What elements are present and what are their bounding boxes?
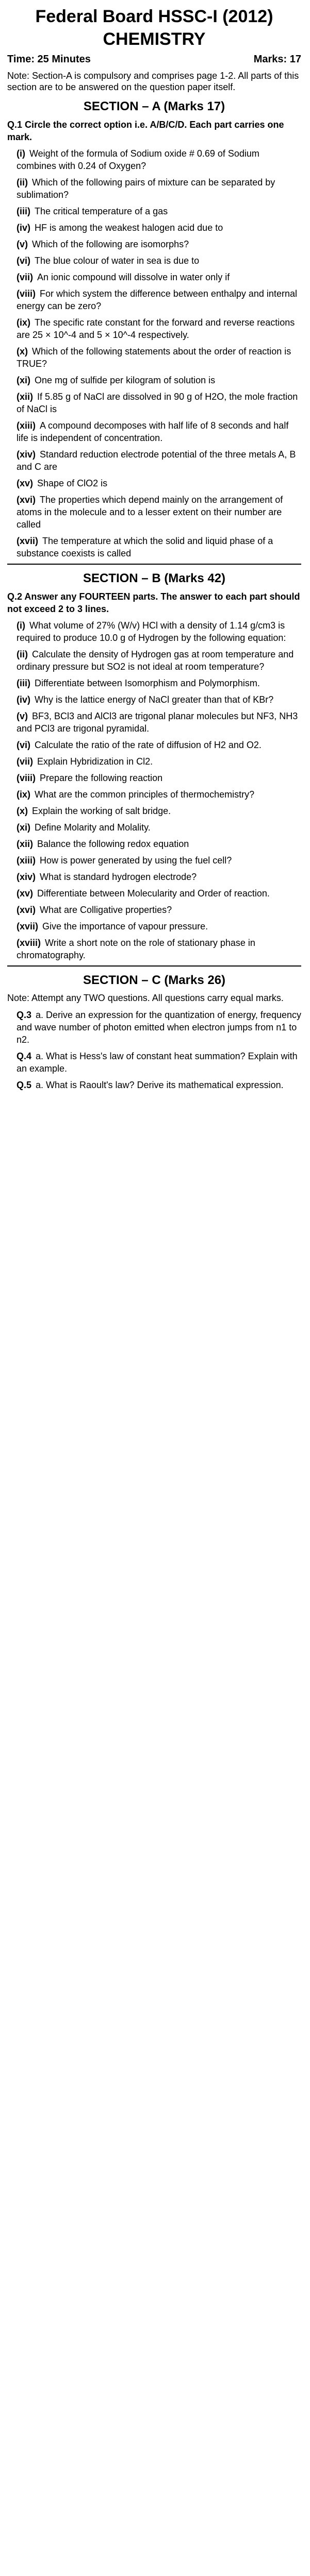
question-a-iv: (iv) HF is among the weakest halogen acid due to <box>17 223 223 233</box>
question-b-ix: (ix) What are the common principles of thermochemistry? <box>17 789 255 800</box>
section-a-title: SECTION – A (Marks 17) <box>83 99 225 113</box>
question-b-viii: (viii) Prepare the following reaction <box>17 773 163 783</box>
question-a-xiv: (xiv) Standard reduction electrode potential of the three metals A, B and C are <box>17 449 296 472</box>
question-1 <box>7 118 301 143</box>
question-b-vi: (vi) Calculate the ratio of the rate of diffusion of H2 and O2. <box>17 740 262 750</box>
question-b-x: (x) Explain the working of salt bridge. <box>17 806 171 816</box>
question-a-x: (x) Which of the following statements about the order of reaction is TRUE? <box>17 346 291 369</box>
section-c-note: Note: Attempt any TWO questions. All questions carry equal marks. <box>7 993 284 1003</box>
question-a-xii: (xii) If 5.85 g of NaCl are dissolved in 90 g of H2O, the mole fraction of NaCl is <box>17 392 298 414</box>
section-b-title: SECTION – B (Marks 42) <box>83 571 226 585</box>
question-paper <box>7 6 301 1095</box>
paper-meta <box>7 53 301 66</box>
question-1-text: Q.1 Circle the correct option i.e. A/B/C/D. Each part carries one mark. <box>7 120 284 142</box>
question-b-v: (v) BF3, BCl3 and AlCl3 are trigonal planar molecules but NF3, NH3 and PCl3 are trigonal pyramidal. <box>17 711 298 734</box>
question-b-xii: (xii) Balance the following redox equation <box>17 839 189 849</box>
question-a-iii: (iii) The critical temperature of a gas <box>17 206 168 216</box>
section-c-title: SECTION – C (Marks 26) <box>83 973 226 987</box>
question-a-xvi: (xvi) The properties which depend mainly on the arrangement of atoms in the molecule and to a lesser extent on their number are called <box>17 495 283 530</box>
question-a-xvii: (xvii) The temperature at which the solid and liquid phase of a substance coexists is called <box>17 536 273 558</box>
question-b-ii: (ii) Calculate the density of Hydrogen gas at room temperature and ordinary pressure but SO2 is not ideal at room temperature? <box>17 649 294 672</box>
question-b-i: (i) What volume of 27% (W/v) HCl with a density of 1.14 g/cm3 is required to produce 10.0 g of Hydrogen by the following equation: <box>17 620 286 643</box>
question-a-vii: (vii) An ionic compound will dissolve in water only if <box>17 272 230 282</box>
section-divider <box>7 564 301 565</box>
question-c-5: Q.5 a. What is Raoult's law? Derive its mathematical expression. <box>17 1080 284 1090</box>
marks-label: Marks: 17 <box>253 54 301 65</box>
question-b-xviii: (xviii) Write a short note on the role of stationary phase in chromatography. <box>17 938 255 960</box>
question-c-3: Q.3 a. Derive an expression for the quantization of energy, frequency and wave number of photon emitted when electron jumps from n1 to n2. <box>17 1010 301 1045</box>
question-a-xiii: (xiii) A compound decomposes with half life of 8 seconds and half life is independent of concentration. <box>17 420 289 443</box>
subject-title: CHEMISTRY <box>103 29 206 49</box>
question-c-4: Q.4 a. What is Hess's law of constant heat summation? Explain with an example. <box>17 1051 298 1074</box>
question-b-xiii: (xiii) How is power generated by using the fuel cell? <box>17 855 232 866</box>
question-b-iv: (iv) Why is the lattice energy of NaCl greater than that of KBr? <box>17 694 274 705</box>
question-a-ii: (ii) Which of the following pairs of mixture can be separated by sublimation? <box>17 177 275 200</box>
question-b-iii: (iii) Differentiate between Isomorphism and Polymorphism. <box>17 678 260 688</box>
question-b-vii: (vii) Explain Hybridization in Cl2. <box>17 756 153 767</box>
question-b-xi: (xi) Define Molarity and Molality. <box>17 822 151 833</box>
question-a-v: (v) Which of the following are isomorphs? <box>17 239 189 249</box>
question-b-xiv: (xiv) What is standard hydrogen electrode? <box>17 872 197 882</box>
section-divider-2 <box>7 965 301 967</box>
question-a-ix: (ix) The specific rate constant for the forward and reverse reactions are 25 × 10^-4 and 5 × 10^-4 respectively. <box>17 317 295 340</box>
question-a-xv: (xv) Shape of ClO2 is <box>17 478 108 488</box>
time-label: Time: 25 Minutes <box>7 54 91 65</box>
question-b-xvi: (xvi) What are Colligative properties? <box>17 905 172 915</box>
question-a-i: (i) Weight of the formula of Sodium oxide # 0.69 of Sodium combines with 0.24 of Oxygen? <box>17 148 259 171</box>
question-2: Q.2 Answer any FOURTEEN parts. The answer to each part should not exceed 2 to 3 lines. <box>7 591 300 614</box>
question-a-viii: (viii) For which system the difference between enthalpy and internal energy can be zero? <box>17 289 297 311</box>
question-b-xvii: (xvii) Give the importance of vapour pressure. <box>17 921 208 931</box>
paper-title: Federal Board HSSC-I (2012) <box>35 7 273 26</box>
paper-note: Note: Section-A is compulsory and comprises page 1-2. All parts of this section are to be answered on the question paper itself. <box>7 71 299 92</box>
question-a-vi: (vi) The blue colour of water in sea is due to <box>17 256 200 266</box>
question-a-xi: (xi) One mg of sulfide per kilogram of solution is <box>17 375 216 385</box>
question-b-xv: (xv) Differentiate between Molecularity and Order of reaction. <box>17 888 270 899</box>
